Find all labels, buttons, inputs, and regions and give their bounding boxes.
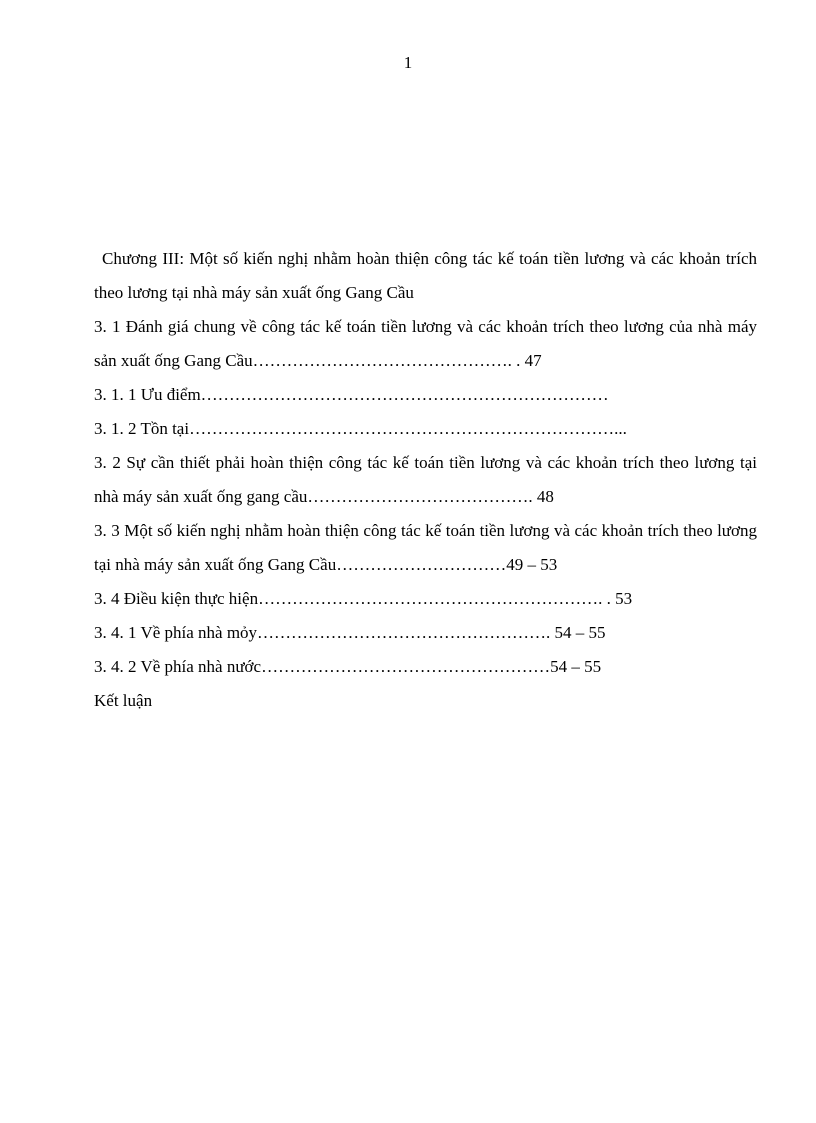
toc-entry-3-3: 3. 3 Một số kiến nghị nhằm hoàn thiện công tác kế toán tiền lương và các khoản trích theo lương tại nhà máy sản xuất ống Gang Cầu…………………………49 – 53 bbox=[94, 521, 757, 574]
toc-entry-3-4-2: 3. 4. 2 Về phía nhà nước……………………………………………54 – 55 bbox=[94, 657, 602, 676]
page-number: 1 bbox=[403, 53, 413, 72]
toc-entry-3-2: 3. 2 Sự cần thiết phải hoàn thiện công tác kế toán tiền lương và các khoản trích theo lương tại nhà máy sản xuất ống gang cầu…………………………………. 48 bbox=[94, 453, 757, 506]
table-of-contents bbox=[94, 242, 757, 718]
toc-chapter-heading: Chương III: Một số kiến nghị nhằm hoàn thiện công tác kế toán tiền lương và các khoản trích theo lương tại nhà máy sản xuất ống Gang Cầu bbox=[94, 249, 757, 302]
toc-entry-3-1-2: 3. 1. 2 Tồn tại…………………………………………………………………... bbox=[94, 419, 627, 438]
toc-entry-3-4: 3. 4 Điều kiện thực hiện……………………………………………………. . 53 bbox=[94, 589, 633, 608]
toc-entry-3-4-1: 3. 4. 1 Về phía nhà mỏy……………………………………………. 54 – 55 bbox=[94, 623, 606, 642]
toc-conclusion: Kết luận bbox=[94, 691, 153, 710]
toc-entry-3-1: 3. 1 Đánh giá chung về công tác kế toán tiền lương và các khoản trích theo lương của nhà máy sản xuất ống Gang Cầu………………………………………. . 47 bbox=[94, 317, 757, 370]
toc-entry-3-1-1: 3. 1. 1 Ưu điểm……………………………………………………………… bbox=[94, 385, 609, 404]
